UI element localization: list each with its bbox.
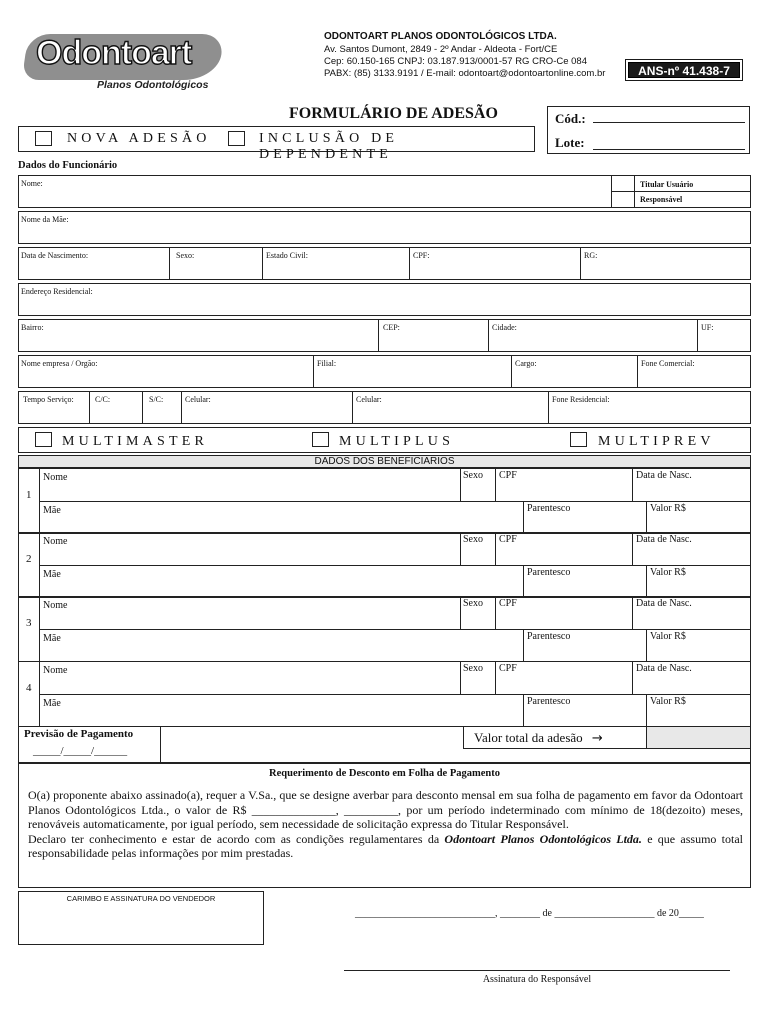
beneficiary-mae-label: Mãe <box>43 505 61 516</box>
beneficiary-cpf-label: CPF <box>499 663 517 674</box>
divider <box>169 248 170 279</box>
beneficiary-data-nasc-label: Data de Nasc. <box>636 663 692 674</box>
beneficiary-parentesco-label: Parentesco <box>527 503 571 514</box>
nome-mae-row[interactable] <box>18 211 751 244</box>
desconto-company: Odontoart Planos Odontológicos Ltda. <box>444 831 642 846</box>
divider <box>460 662 461 694</box>
divider <box>646 565 647 597</box>
cargo-label: Cargo: <box>515 359 537 368</box>
responsavel-label: Responsável <box>640 195 683 204</box>
uf-label: UF: <box>701 323 714 332</box>
cod-label: Cód.: <box>555 111 586 126</box>
divider <box>495 469 496 501</box>
company-address: Av. Santos Dumont, 2849 - 2º Andar - Aldeota - Fort/CE <box>324 44 558 55</box>
beneficiary-sexo-label: Sexo <box>463 470 483 481</box>
divider <box>495 662 496 694</box>
divider <box>637 356 638 387</box>
previsao-date-field[interactable]: _____/_____/______ <box>33 745 128 757</box>
divider <box>495 533 496 565</box>
celular-label-2: Celular: <box>356 395 382 404</box>
multiplus-checkbox[interactable] <box>312 432 329 447</box>
beneficiary-data-nasc-label: Data de Nasc. <box>636 534 692 545</box>
beneficiary-block <box>18 468 751 534</box>
tempo-servico-row <box>18 391 751 424</box>
beneficiary-cpf-label: CPF <box>499 534 517 545</box>
nome-row <box>18 175 751 208</box>
divider <box>39 501 750 502</box>
sc-label: S/C: <box>149 395 164 404</box>
nome-label: Nome: <box>21 179 43 188</box>
divider <box>523 629 524 661</box>
rg-label: RG: <box>584 251 598 260</box>
beneficiary-nome-label: Nome <box>43 600 68 611</box>
nova-adesao-label: NOVA ADESÃO <box>67 131 211 146</box>
beneficiary-sexo-label: Sexo <box>463 534 483 545</box>
divider <box>352 392 353 423</box>
beneficiary-sexo-label: Sexo <box>463 663 483 674</box>
beneficiary-valor-label: Valor R$ <box>650 503 686 514</box>
beneficiary-parentesco-label: Parentesco <box>527 696 571 707</box>
tempo-servico-label: Tempo Serviço: <box>23 395 74 404</box>
sexo-label: Sexo: <box>176 251 195 260</box>
lote-label: Lote: <box>555 135 585 150</box>
desconto-title: Requerimento de Desconto em Folha de Pagamento <box>269 768 500 779</box>
divider <box>580 248 581 279</box>
divider <box>262 248 263 279</box>
divider <box>160 727 161 762</box>
data-nascimento-label: Data de Nascimento: <box>21 251 89 260</box>
beneficiaries-header <box>18 455 751 468</box>
date-line[interactable]: ____________________________, ________ de ____________________ de 20_____ <box>355 908 704 919</box>
multiprev-checkbox[interactable] <box>570 432 587 447</box>
beneficiary-parentesco-label: Parentesco <box>527 631 571 642</box>
divider <box>632 469 633 501</box>
beneficiary-parentesco-label: Parentesco <box>527 567 571 578</box>
nova-adesao-checkbox[interactable] <box>35 131 52 146</box>
beneficiary-block <box>18 661 751 727</box>
empresa-row <box>18 355 751 388</box>
cod-lote-box <box>547 106 750 154</box>
cidade-label: Cidade: <box>492 323 517 332</box>
desconto-box <box>18 763 751 888</box>
beneficiary-valor-label: Valor R$ <box>650 696 686 707</box>
divider <box>646 501 647 533</box>
divider <box>39 694 750 695</box>
employee-section-title: Dados do Funcionário <box>18 160 118 171</box>
inclusao-dependente-label: INCLUSÃO DE DEPENDENTE <box>259 131 399 162</box>
beneficiary-block <box>18 532 751 598</box>
divider <box>632 533 633 565</box>
divider <box>523 565 524 597</box>
ans-badge: ANS-nº 41.438-7 <box>628 62 740 78</box>
divider <box>409 248 410 279</box>
beneficiary-data-nasc-label: Data de Nasc. <box>636 470 692 481</box>
previsao-label: Previsão de Pagamento <box>24 728 134 740</box>
desconto-paragraph-1: O(a) proponente abaixo assinado(a), requer a V.Sa., que se designe averbar para desconto mensal em sua folha de pagamento em favor da Odontoart Planos Odontológicos Ltda., o valor de R$ ______________, _________, por um período indeterminado com mínimo de 18(dezoito) meses, renováveis automaticamente, por igual período, sem necessidade de solicitação expressa do Titular Responsável. <box>28 788 743 832</box>
multiprev-label: MULTIPREV <box>598 434 715 449</box>
beneficiary-mae-label: Mãe <box>43 698 61 709</box>
fone-residencial-label: Fone Residencial: <box>552 395 610 404</box>
divider <box>142 392 143 423</box>
endereco-label: Endereço Residencial: <box>21 287 93 296</box>
titular-usuario-label: Titular Usuário <box>640 180 694 189</box>
divider <box>463 748 750 749</box>
beneficiary-cpf-label: CPF <box>499 470 517 481</box>
endereco-row[interactable] <box>18 283 751 316</box>
filial-label: Filial: <box>317 359 337 368</box>
beneficiary-nome-label: Nome <box>43 665 68 676</box>
payment-row <box>18 726 751 763</box>
divider <box>646 694 647 726</box>
divider <box>460 533 461 565</box>
celular-label: Celular: <box>185 395 211 404</box>
cc-label: C/C: <box>95 395 111 404</box>
divider <box>611 191 750 192</box>
divider <box>632 662 633 694</box>
beneficiaries-header-text: DADOS DOS BENEFICIARIOS <box>314 456 455 467</box>
fone-comercial-label: Fone Comercial: <box>641 359 695 368</box>
beneficiary-valor-label: Valor R$ <box>650 567 686 578</box>
assinatura-label: Assinatura do Responsável <box>482 974 592 985</box>
divider <box>39 565 750 566</box>
beneficiary-mae-label: Mãe <box>43 633 61 644</box>
nome-mae-label: Nome da Mãe: <box>21 215 69 224</box>
cep-label: CEP: <box>383 323 400 332</box>
valor-total-text: Valor total da adesão <box>474 730 583 745</box>
adesao-type-box <box>18 126 535 162</box>
beneficiary-cpf-label: CPF <box>499 598 517 609</box>
divider <box>523 501 524 533</box>
divider <box>523 694 524 726</box>
nascimento-row <box>18 247 751 280</box>
beneficiary-mae-label: Mãe <box>43 569 61 580</box>
multiplus-label: MULTIPLUS <box>339 434 455 449</box>
company-name: ODONTOART PLANOS ODONTOLÓGICOS LTDA. <box>324 31 557 42</box>
cod-field[interactable] <box>593 122 745 123</box>
desconto-text <box>28 788 743 861</box>
company-registry: Cep: 60.150-165 CNPJ: 03.187.913/0001-57 RG CRO-Ce 084 <box>324 56 587 67</box>
divider <box>460 597 461 629</box>
bairro-label: Bairro: <box>21 323 44 332</box>
multimaster-checkbox[interactable] <box>35 432 52 447</box>
valor-total-field[interactable] <box>647 727 750 748</box>
beneficiary-block <box>18 596 751 662</box>
beneficiary-nome-label: Nome <box>43 472 68 483</box>
multimaster-label: MULTIMASTER <box>62 434 209 449</box>
divider <box>488 320 489 351</box>
beneficiary-number: 2 <box>26 553 32 565</box>
form-title: FORMULÁRIO DE ADESÃO <box>289 105 498 122</box>
valor-total-label <box>474 730 603 746</box>
arrow-right-icon: → <box>591 731 603 746</box>
signature-line[interactable] <box>344 970 730 971</box>
divider <box>646 629 647 661</box>
beneficiary-data-nasc-label: Data de Nasc. <box>636 598 692 609</box>
logo-subtitle: Planos Odontológicos <box>97 79 209 91</box>
divider <box>89 392 90 423</box>
company-contact: PABX: (85) 3133.9191 / E-mail: odontoart@odontoartonline.com.br <box>324 68 606 79</box>
beneficiary-number: 4 <box>26 682 32 694</box>
divider <box>495 597 496 629</box>
beneficiary-valor-label: Valor R$ <box>650 631 686 642</box>
cpf-label: CPF: <box>413 251 430 260</box>
beneficiary-sexo-label: Sexo <box>463 598 483 609</box>
beneficiary-nome-label: Nome <box>43 536 68 547</box>
divider <box>181 392 182 423</box>
bairro-row <box>18 319 751 352</box>
carimbo-label: CARIMBO E ASSINATURA DO VENDEDOR <box>66 894 216 903</box>
beneficiary-number: 1 <box>26 489 32 501</box>
carimbo-box[interactable] <box>18 891 264 945</box>
plans-box <box>18 427 751 453</box>
desconto-paragraph-2 <box>28 832 743 861</box>
divider <box>697 320 698 351</box>
divider <box>460 469 461 501</box>
inclusao-dependente-checkbox[interactable] <box>228 131 245 146</box>
divider <box>378 320 379 351</box>
desconto-paragraph-2-post: e que assumo total responsabilidade pelas informações por mim prestadas. <box>28 831 744 861</box>
beneficiary-number: 3 <box>26 617 32 629</box>
divider <box>39 629 750 630</box>
divider <box>463 727 464 749</box>
divider <box>511 356 512 387</box>
divider <box>313 356 314 387</box>
desconto-paragraph-2-pre: Declaro ter conhecimento e estar de acordo com as condições regulamentares da <box>28 831 445 846</box>
logo-name: Odontoart <box>36 34 192 72</box>
divider <box>548 392 549 423</box>
divider <box>632 597 633 629</box>
empresa-label: Nome empresa / Orgão: <box>21 359 98 368</box>
lote-field[interactable] <box>593 149 745 150</box>
estado-civil-label: Estado Civil: <box>266 251 308 260</box>
